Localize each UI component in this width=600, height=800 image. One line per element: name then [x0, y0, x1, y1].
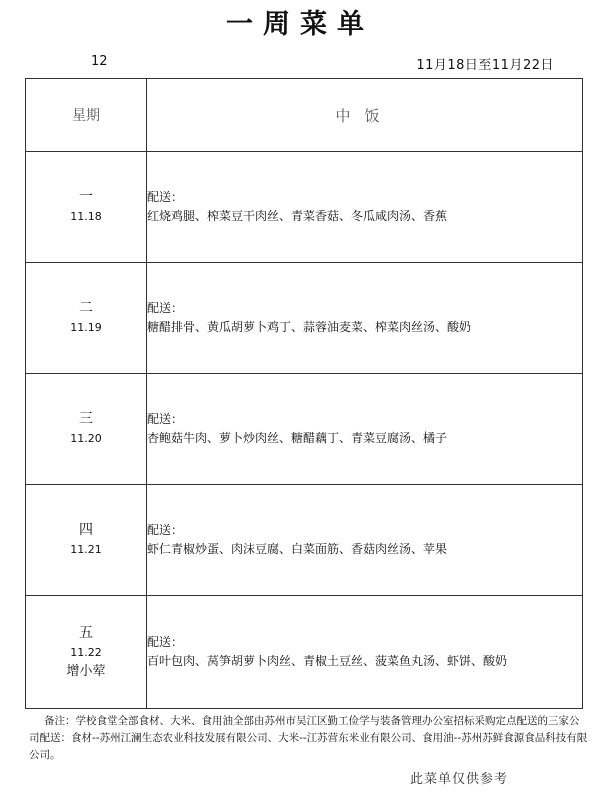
day-name: 五: [79, 624, 93, 641]
delivery-label: 配送：: [147, 190, 184, 204]
day-cell: [26, 263, 147, 374]
meal-items: 糖醋排骨、黄瓜胡萝卜鸡丁、蒜蓉油麦菜、榨菜肉丝汤、酸奶: [147, 320, 472, 334]
meal-items: 杏鲍菇牛肉、萝卜炒肉丝、糖醋藕丁、青菜豆腐汤、橘子: [147, 431, 448, 445]
table-row: [26, 263, 583, 374]
day-note: 增小荤: [66, 663, 106, 679]
day-cell: [26, 374, 147, 485]
delivery-label: 配送：: [147, 412, 184, 426]
table-header-row: [26, 79, 583, 152]
meal-cell: [147, 596, 583, 709]
delivery-label: 配送：: [147, 635, 184, 649]
table-row: [26, 596, 583, 709]
reference-note: 此菜单仅供参考: [410, 772, 509, 787]
date-range: 11月18日至11月22日: [416, 58, 554, 73]
day-name: 二: [79, 300, 93, 316]
day-name: 四: [79, 522, 93, 538]
meal-items: 百叶包肉、莴笋胡萝卜肉丝、青椒土豆丝、菠菜鱼丸汤、虾饼、酸奶: [147, 654, 508, 668]
day-date: 11.19: [70, 321, 102, 334]
meal-cell: [147, 374, 583, 485]
day-cell: [26, 596, 147, 709]
lunch-column-header: 中饭: [147, 79, 583, 152]
meal-items: 虾仁青椒炒蛋、肉沫豆腐、白菜面筋、香菇肉丝汤、苹果: [147, 542, 448, 556]
day-name: 一: [79, 189, 93, 205]
table-row: [26, 485, 583, 596]
day-cell: [26, 485, 147, 596]
day-name: 三: [79, 411, 93, 427]
page-title: 一周菜单: [226, 9, 374, 40]
day-cell: [26, 152, 147, 263]
menu-table: [25, 78, 583, 709]
week-number: 12: [91, 54, 108, 69]
meal-cell: [147, 263, 583, 374]
meal-items: 红烧鸡腿、榨菜豆干肉丝、青菜香菇、冬瓜咸肉汤、香蕉: [147, 209, 448, 223]
meal-cell: [147, 152, 583, 263]
table-row: [26, 152, 583, 263]
delivery-label: 配送：: [147, 523, 184, 537]
table-row: [26, 374, 583, 485]
day-date: 11.18: [70, 210, 102, 223]
meal-cell: [147, 485, 583, 596]
day-date: 11.22: [70, 645, 102, 659]
delivery-label: 配送：: [147, 301, 184, 315]
day-date: 11.21: [70, 543, 102, 556]
footnote: 备注：学校食堂全部食材、大米、食用油全部由苏州市吴江区勤工俭学与装备管理办公室招标采购定点配送的三家公司配送：食材--苏州江澜生态农业科技发展有限公司、大米--江苏营东米业有限公司、食用油--苏州苏鲜食源食品科技有限公司。: [29, 715, 588, 761]
weekday-column-header: 星期: [26, 79, 147, 152]
day-date: 11.20: [70, 432, 102, 445]
